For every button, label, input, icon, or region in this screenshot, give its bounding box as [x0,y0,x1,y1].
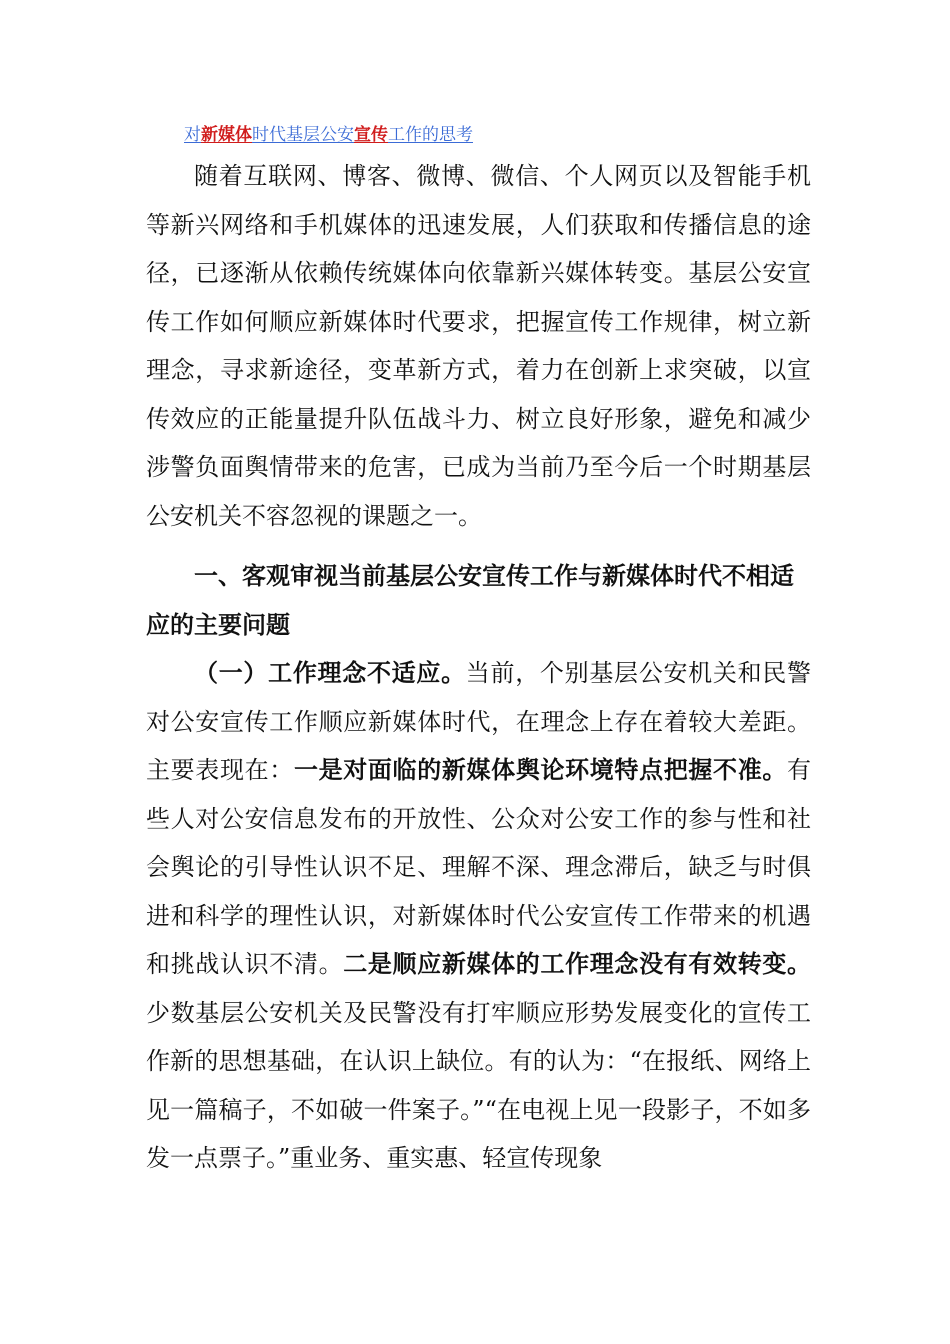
sub-heading-1: （一）工作理念不适应。 [194,659,466,687]
document-title[interactable] [184,123,473,147]
title-part-3[interactable]: 时代基层公安 [252,125,354,145]
section-heading-1: 一、客观审视当前基层公安宣传工作与新媒体时代不相适应的主要问题 [146,562,794,639]
paragraph-section-1-1 [146,649,811,1183]
paragraph-text-3: 少数基层公安机关及民警没有打牢顺应形势发展变化的宣传工作新的思想基础，在认识上缺位。有的认为：“在报纸、网络上见一篇稿子，不如破一件案子。”“在电视上见一段影子，不如多发一点票子。”重业务、重实惠、轻宣传现象 [146,998,811,1172]
paragraph-text-2: 有些人对公安信息发布的开放性、公众对公安工作的参与性和社会舆论的引导性认识不足、理解不深、理念滞后，缺乏与时俱进和科学的理性认识，对新媒体时代公安宣传工作带来的机遇和挑战认识不清。 [146,756,812,978]
point-1: 一是对面临的新媒体舆论环境特点把握不准。 [293,756,788,784]
title-part-2[interactable]: 新媒体 [201,125,252,145]
title-part-4[interactable]: 宣传 [354,125,388,145]
title-part-5[interactable]: 工作的思考 [388,125,473,145]
paragraph-intro: 随着互联网、博客、微博、微信、个人网页以及智能手机等新兴网络和手机媒体的迅速发展，人们获取和传播信息的途径，已逐渐从依赖传统媒体向依靠新兴媒体转变。基层公安宣传工作如何顺应新媒体时代要求，把握宣传工作规律，树立新理念，寻求新途径，变革新方式，着力在创新上求突破，以宣传效应的正能量提升队伍战斗力、树立良好形象，避免和减少涉警负面舆情带来的危害，已成为当前乃至今后一个时期基层公安机关不容忽视的课题之一。 [146,162,811,530]
title-part-1[interactable]: 对 [184,125,201,145]
paragraph-text-1: 当前，个别基层公安机关和民警对公安宣传工作顺应新媒体时代，在理念上存在着较大差距。主要表现在： [146,659,812,784]
point-2: 二是顺应新媒体的工作理念没有有效转变。 [343,950,812,978]
